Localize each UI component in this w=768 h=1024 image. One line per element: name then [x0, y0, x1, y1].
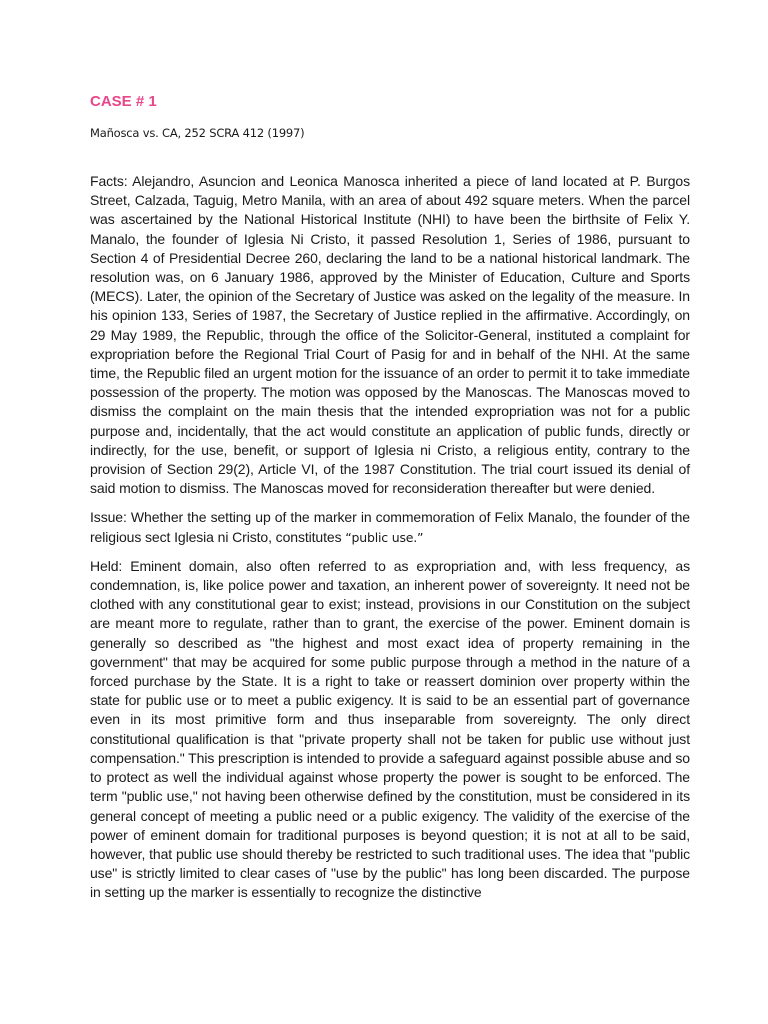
document-page — [90, 93, 690, 903]
held-paragraph: Held: Eminent domain, also often referred to as expropriation and, with less frequency, as condemnation, is, like police power and taxation, an inherent power of sovereignty. It need not be clothed with any constitutional gear to exist; instead, provisions in our Constitution on the subject are meant more to regulate, rather than to grant, the exercise of the power. Eminent domain is generally so described as "the highest and most exact idea of property remaining in the government" that may be acquired for some public purpose through a method in the nature of a forced purchase by the State. It is a right to take or reassert dominion over property within the state for public use or to meet a public exigency. It is said to be an essential part of governance even in its most primitive form and thus inseparable from sovereignty. The only direct constitutional qualification is that "private property shall not be taken for public use without just compensation." This prescription is intended to provide a safeguard against possible abuse and so to protect as well the individual against whose property the power is sought to be enforced. The term "public use," not having been otherwise defined by the constitution, must be considered in its general concept of meeting a public need or a public exigency. The validity of the exercise of the power of eminent domain for traditional purposes is beyond question; it is not at all to be said, however, that public use should thereby be restricted to such traditional uses. The idea that "public use" is strictly limited to clear cases of "use by the public" has long been discarded. The purpose in setting up the marker is essentially to recognize the distinctive — [90, 557, 690, 901]
case-heading: CASE # 1 — [90, 93, 157, 110]
issue-text: Issue: Whether the setting up of the marker in commemoration of Felix Manalo, the founder of the religious sect Iglesia ni Cristo, constitutes — [90, 509, 690, 545]
issue-public-use-quote: “public use.” — [341, 529, 424, 545]
issue-paragraph — [90, 508, 690, 546]
case-citation: Mañosca vs. CA, 252 SCRA 412 (1997) — [90, 126, 305, 140]
facts-paragraph: Facts: Alejandro, Asuncion and Leonica Manosca inherited a piece of land located at P. Burgos Street, Calzada, Taguig, Metro Manila, with an area of about 492 square meters. When the parcel was ascertained by the National Historical Institute (NHI) to have been the birthsite of Felix Y. Manalo, the founder of Iglesia Ni Cristo, it passed Resolution 1, Series of 1986, pursuant to Section 4 of Presidential Decree 260, declaring the land to be a national historical landmark. The resolution was, on 6 January 1986, approved by the Minister of Education, Culture and Sports (MECS). Later, the opinion of the Secretary of Justice was asked on the legality of the measure. In his opinion 133, Series of 1987, the Secretary of Justice replied in the affirmative. Accordingly, on 29 May 1989, the Republic, through the office of the Solicitor-General, instituted a complaint for expropriation before the Regional Trial Court of Pasig for and in behalf of the NHI. At the same time, the Republic filed an urgent motion for the issuance of an order to permit it to take immediate possession of the property. The motion was opposed by the Manoscas. The Manoscas moved to dismiss the complaint on the main thesis that the intended expropriation was not for a public purpose and, incidentally, that the act would constitute an application of public funds, directly or indirectly, for the use, benefit, or support of Iglesia ni Cristo, a religious entity, contrary to the provision of Section 29(2), Article VI, of the 1987 Constitution. The trial court issued its denial of said motion to dismiss. The Manoscas moved for reconsideration thereafter but were denied. — [90, 173, 690, 497]
